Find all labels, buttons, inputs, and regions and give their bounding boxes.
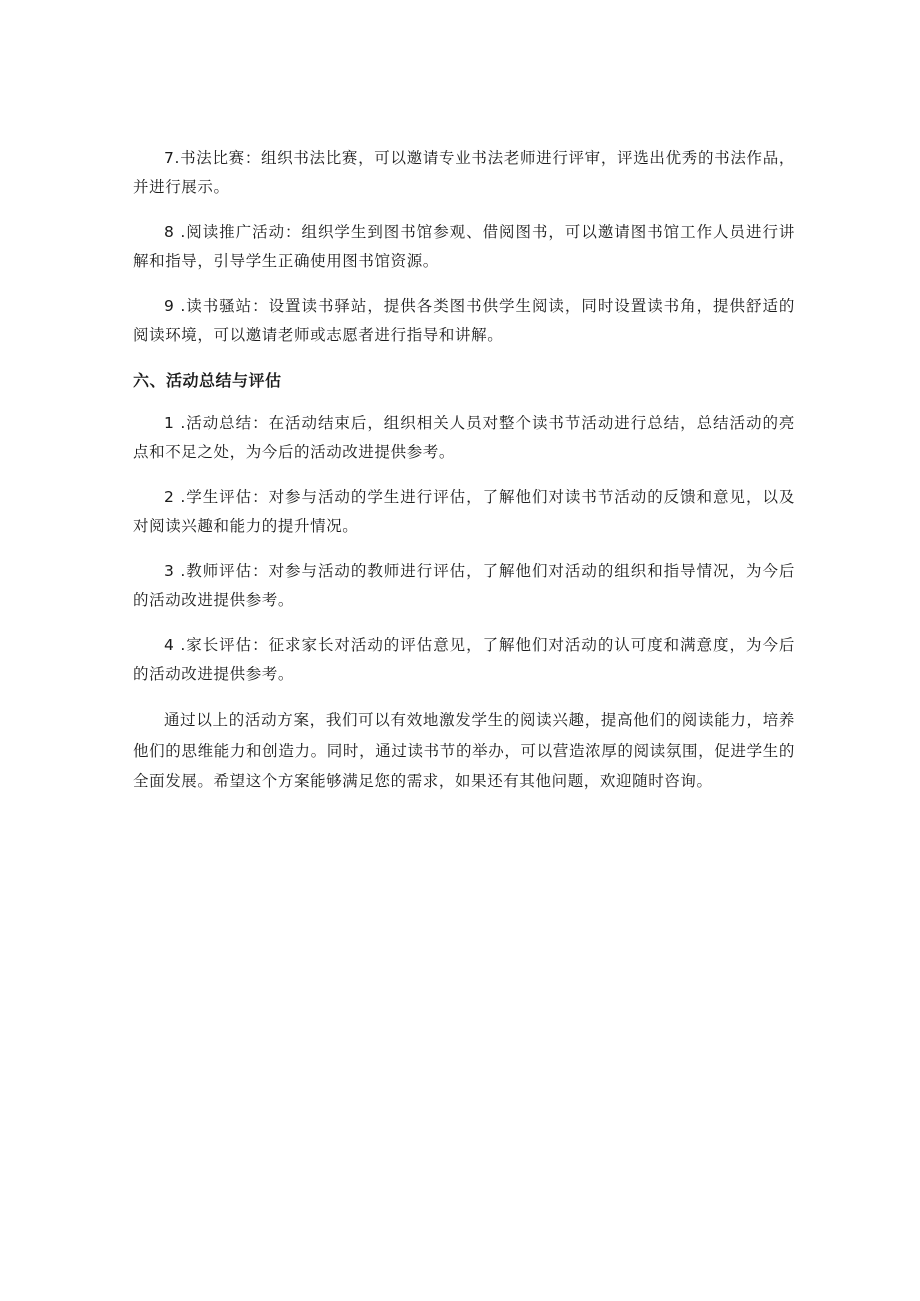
list-item-number: 3 . <box>164 562 186 580</box>
list-item-number: 8 . <box>164 223 186 241</box>
list-item-8 <box>133 218 795 276</box>
list-item-2 <box>133 483 795 541</box>
list-item-1 <box>133 409 795 467</box>
list-item-number: 9 . <box>164 297 186 315</box>
list-item-text: 活动总结：在活动结束后，组织相关人员对整个读书节活动进行总结，总结活动的亮点和不足之处，为今后的活动改进提供参考。 <box>133 414 796 461</box>
list-item-7 <box>133 144 795 202</box>
list-item-text: 阅读推广活动：组织学生到图书馆参观、借阅图书，可以邀请图书馆工作人员进行讲解和指导，引导学生正确使用图书馆资源。 <box>133 223 796 270</box>
list-item-number: 7. <box>164 149 180 167</box>
document-body <box>133 144 795 797</box>
closing-paragraph: 通过以上的活动方案，我们可以有效地激发学生的阅读兴趣，提高他们的阅读能力，培养他们的思维能力和创造力。同时，通过读书节的举办，可以营造浓厚的阅读氛围，促进学生的全面发展。希望这个方案能够满足您的需求，如果还有其他问题，欢迎随时咨询。 <box>133 711 795 790</box>
list-item-text: 学生评估：对参与活动的学生进行评估，了解他们对读书节活动的反馈和意见，以及对阅读兴趣和能力的提升情况。 <box>133 488 796 535</box>
list-item-4 <box>133 631 795 689</box>
list-item-text: 书法比赛：组织书法比赛，可以邀请专业书法老师进行评审，评选出优秀的书法作品，并进行展示。 <box>133 149 795 196</box>
list-item-9 <box>133 292 795 350</box>
list-item-number: 2 . <box>164 488 186 506</box>
list-item-text: 家长评估：征求家长对活动的评估意见，了解他们对活动的认可度和满意度，为今后的活动改进提供参考。 <box>133 636 796 683</box>
list-item-text: 教师评估：对参与活动的教师进行评估，了解他们对活动的组织和指导情况，为今后的活动改进提供参考。 <box>133 562 796 609</box>
section-heading: 六、活动总结与评估 <box>133 371 282 390</box>
list-item-text: 读书骚站：设置读书驿站，提供各类图书供学生阅读，同时设置读书角，提供舒适的阅读环境，可以邀请老师或志愿者进行指导和讲解。 <box>133 297 796 344</box>
list-item-3 <box>133 557 795 615</box>
list-item-number: 1 . <box>164 414 186 432</box>
list-item-number: 4 . <box>164 636 186 654</box>
